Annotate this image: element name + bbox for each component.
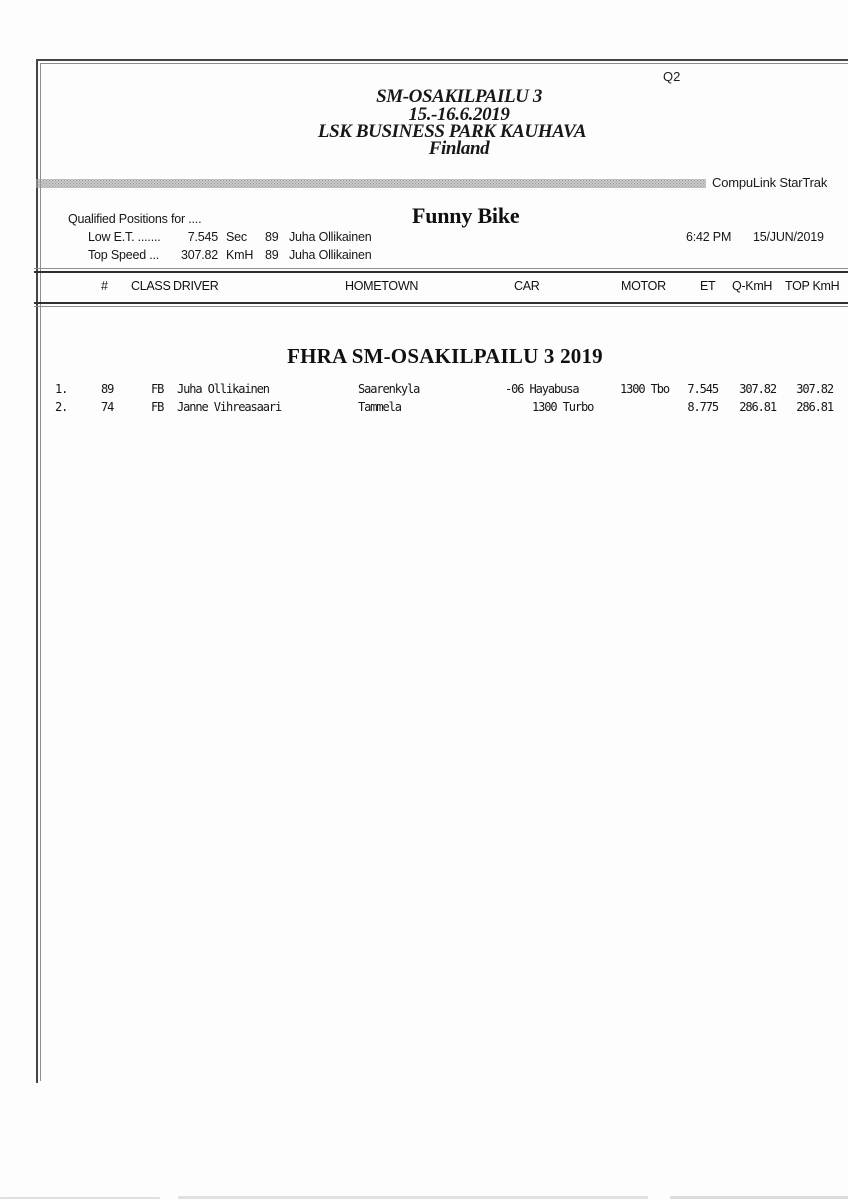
event-title-line-3: LSK BUSINESS PARK KAUHAVA <box>317 121 587 142</box>
top-speed-line <box>0 248 848 264</box>
row-hometown: Tammela <box>358 400 401 414</box>
col-header-class: CLASS <box>131 279 171 293</box>
row-q-kmh: 307.82 <box>739 382 776 396</box>
table-header-rule-bottom-light <box>34 306 848 307</box>
event-title-line-2: 15.-16.6.2019 <box>408 104 510 125</box>
result-row-2 <box>0 400 848 416</box>
top-speed-driver: Juha Ollikainen <box>289 248 372 262</box>
result-row-1 <box>0 382 848 398</box>
table-header-row <box>0 279 848 295</box>
row-q-kmh: 286.81 <box>739 400 776 414</box>
row-bike-number: 89 <box>101 382 114 396</box>
low-et-value: 7.545 <box>187 230 218 244</box>
col-header-et: ET <box>700 279 716 293</box>
col-header-q-kmh: Q-KmH <box>732 279 773 293</box>
page-border-left-outer <box>36 59 38 1083</box>
table-header-rule-bottom-dark <box>34 302 848 304</box>
row-top-kmh: 307.82 <box>796 382 833 396</box>
top-speed-label: Top Speed ... <box>88 248 160 262</box>
row-position: 1. <box>55 382 68 396</box>
event-title-line-1: SM-OSAKILPAILU 3 <box>376 86 542 107</box>
top-speed-unit: KmH <box>226 248 254 262</box>
row-et: 8.775 <box>687 400 718 414</box>
row-position: 2. <box>55 400 68 414</box>
event-title-line-4: Finland <box>428 138 490 159</box>
timing-system-brand: CompuLink StarTrak <box>712 175 828 190</box>
col-header-top-kmh: TOP KmH <box>785 279 840 293</box>
top-speed-value: 307.82 <box>180 248 218 262</box>
table-header-rule-top-light <box>34 268 848 269</box>
col-header-hometown: HOMETOWN <box>345 279 419 293</box>
page-border-left-inner <box>40 63 41 1081</box>
report-time: 6:42 PM <box>686 230 732 244</box>
table-header-rule-top-dark <box>34 271 848 273</box>
low-et-bike-number: 89 <box>265 230 279 244</box>
row-hometown: Saarenkyla <box>358 382 420 396</box>
row-car: 1300 Turbo <box>532 400 594 414</box>
col-header-number: # <box>101 279 108 293</box>
category-title: Funny Bike <box>412 203 520 228</box>
low-et-label: Low E.T. ....... <box>88 230 161 244</box>
row-top-kmh: 286.81 <box>796 400 833 414</box>
low-et-unit: Sec <box>226 230 247 244</box>
halftone-band <box>36 179 706 188</box>
page-border-top-outer <box>36 59 848 61</box>
round-label: Q2 <box>663 69 681 84</box>
col-header-car: CAR <box>514 279 540 293</box>
row-driver: Janne Vihreasaari <box>177 400 282 414</box>
row-car: -06 Hayabusa <box>505 382 579 396</box>
row-bike-number: 74 <box>101 400 114 414</box>
scan-artifact <box>178 1196 648 1199</box>
section-title: FHRA SM-OSAKILPAILU 3 2019 <box>287 344 603 368</box>
row-class: FB <box>151 400 164 414</box>
col-header-driver: DRIVER <box>173 279 219 293</box>
row-class: FB <box>151 382 164 396</box>
row-et: 7.545 <box>687 382 718 396</box>
row-driver: Juha Ollikainen <box>177 382 269 396</box>
scan-artifact <box>670 1196 848 1199</box>
report-date: 15/JUN/2019 <box>753 230 824 244</box>
scan-artifact <box>0 1197 160 1199</box>
page-border-top-inner <box>41 63 848 64</box>
row-motor: 1300 Tbo <box>620 382 669 396</box>
qualified-positions-title: Qualified Positions for .... <box>68 212 202 226</box>
top-speed-bike-number: 89 <box>265 248 279 262</box>
low-et-driver: Juha Ollikainen <box>289 230 372 244</box>
col-header-motor: MOTOR <box>621 279 666 293</box>
